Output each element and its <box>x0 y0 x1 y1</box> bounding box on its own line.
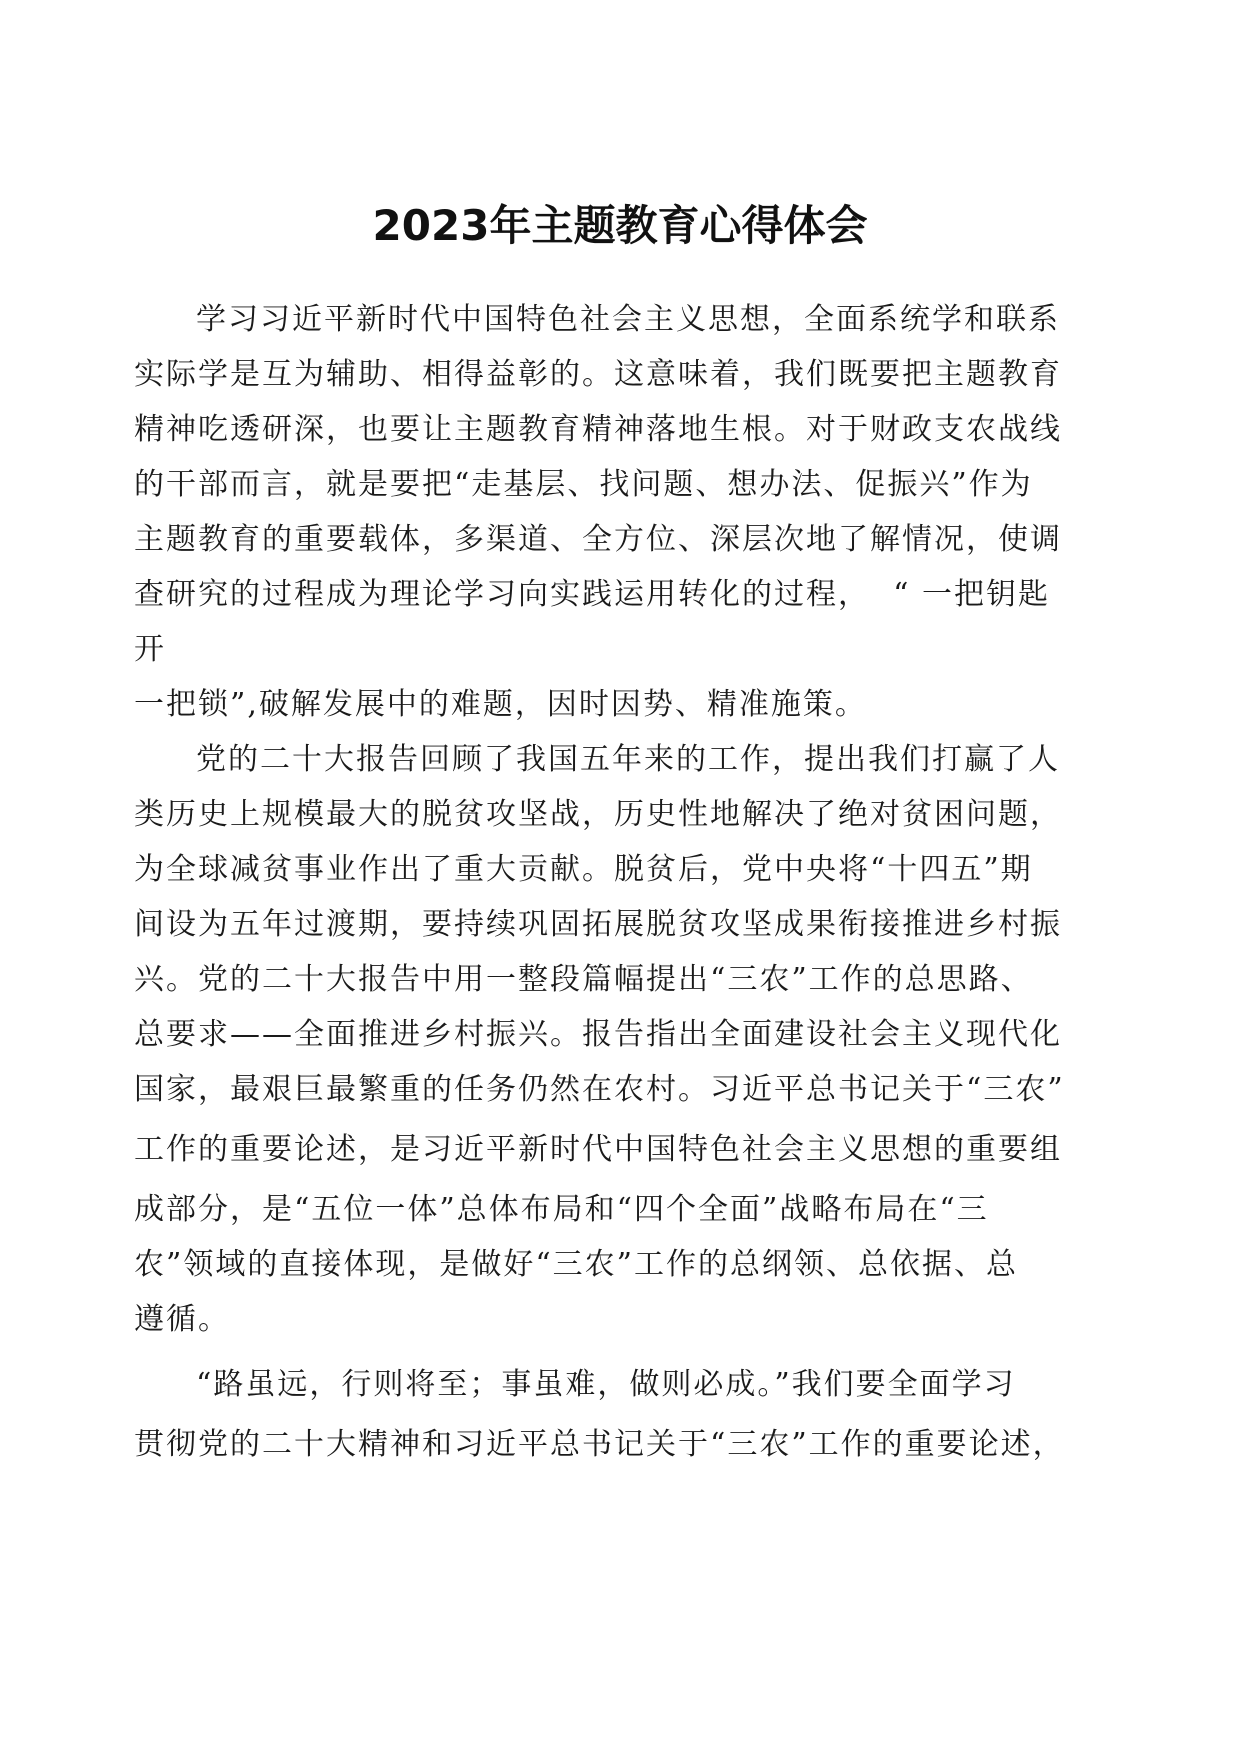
paragraph-2-line-3: 为全球减贫事业作出了重大贡献。脱贫后，党中央将“十四五”期 <box>134 852 1033 887</box>
paragraph-2-line-7: 国家，最艰巨最繁重的任务仍然在农村。习近平总书记关于“三农” <box>134 1072 1065 1107</box>
paragraph-2-line-2: 类历史上规模最大的脱贫攻坚战，历史性地解决了绝对贫困问题， <box>134 797 1062 832</box>
paragraph-2-line-9: 成部分，是“五位一体”总体布局和“四个全面”战略布局在“三 <box>134 1192 989 1227</box>
paragraph-2-line-10: 农”领域的直接体现，是做好“三农”工作的总纲领、总依据、总 <box>134 1247 1019 1282</box>
paragraph-2-line-1: 党的二十大报告回顾了我国五年来的工作，提出我们打赢了人 <box>196 742 1060 777</box>
paragraph-1-line-1: 学习习近平新时代中国特色社会主义思想，全面系统学和联系 <box>196 302 1060 337</box>
paragraph-1-line-3: 精神吃透研深，也要让主题教育精神落地生根。对于财政支农战线 <box>134 412 1062 447</box>
paragraph-1-line-4: 的干部而言，就是要把“走基层、找问题、想办法、促振兴”作为 <box>134 467 1033 502</box>
paragraph-2-line-6: 总要求——全面推进乡村振兴。报告指出全面建设社会主义现代化 <box>134 1017 1062 1052</box>
paragraph-2-line-8: 工作的重要论述，是习近平新时代中国特色社会主义思想的重要组 <box>134 1132 1062 1167</box>
paragraph-1-line-7: 开 <box>134 632 166 667</box>
paragraph-1-line-2: 实际学是互为辅助、相得益彰的。这意味着，我们既要把主题教育 <box>134 357 1062 392</box>
paragraph-2-line-4: 间设为五年过渡期，要持续巩固拓展脱贫攻坚成果衔接推进乡村振 <box>134 907 1062 942</box>
paragraph-2-line-11: 遵循。 <box>134 1302 230 1337</box>
paragraph-1-line-8: 一把锁”,破解发展中的难题，因时因势、精准施策。 <box>134 687 867 722</box>
paragraph-3-line-2: 贯彻党的二十大精神和习近平总书记关于“三农”工作的重要论述， <box>134 1427 1065 1462</box>
paragraph-2-line-5: 兴。党的二十大报告中用一整段篇幅提出“三农”工作的总思路、 <box>134 962 1033 997</box>
paragraph-3-line-1: “路虽远，行则将至；事虽难，做则必成。”我们要全面学习 <box>196 1367 1016 1402</box>
paragraph-1-line-6: 查研究的过程成为理论学习向实践运用转化的过程， “ 一把钥匙 <box>134 577 1050 612</box>
paragraph-1-line-5: 主题教育的重要载体，多渠道、全方位、深层次地了解情况，使调 <box>134 522 1062 557</box>
document-title: 2023年主题教育心得体会 <box>372 201 868 250</box>
